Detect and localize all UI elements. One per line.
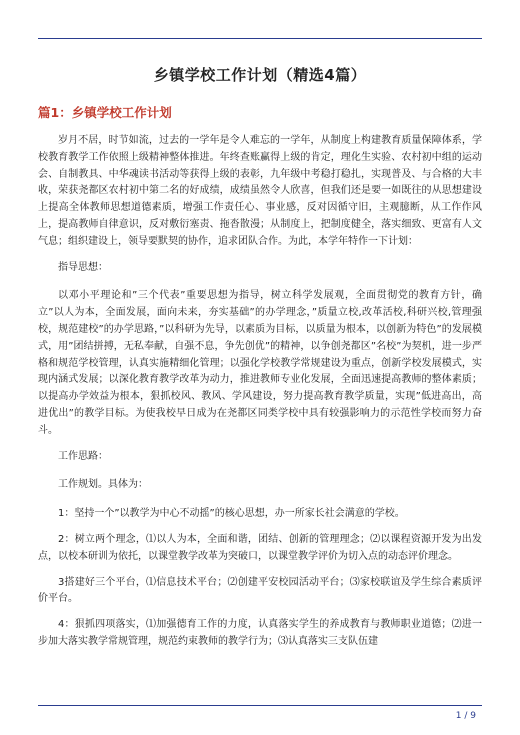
- guiding-ideology-paragraph: 以邓小平理论和”三个代表”重要思想为指导，树立科学发展观，全面贯彻党的教育方针，确立”以人为本，全面发展，面向未来，夯实基础”的办学理念，”质量立校,改革活校,科研兴校,管理强校，规范建校”的办学思路，”以科研为先导，以素质为目标，以质量为根本，以创新为特色”的发展模式，用”团结拼搏，无私奉献，自强不息，争先创优”的精神，以争创尧都区”名校”为契机，进一步严格和规范学校管理，认真实施精细化管理；以强化学校教学常规建设为重点，创新学校发展模式，实现内涵式发展；以深化教育教学改革为动力，推进教师专业化发展，全面迅速提高教师的整体素质；以提高办学效益为根本，狠抓校风、教风、学风建设，努力提高教育教学质量，实现”低进高出，高进优出”的教学目标。为使我校早日成为在尧都区同类学校中具有较强影响力的示范性学校而努力奋斗。: [38, 290, 482, 436]
- plan-item-2: 2：树立两个理念，⑴以人为本，全面和谐，团结、创新的管理理念；⑵以课程资源开发为出发点，以校本研训为依托，以课堂教学改革为突破口，以课堂教学评价为切入点的动态评价理念。: [38, 533, 482, 562]
- footer-rule: [38, 705, 482, 706]
- plan-item-3: 3搭建好三个平台，⑴信息技术平台；⑵创建平安校园活动平台；⑶家校联谊及学生综合素质评价平台。: [38, 576, 482, 605]
- guiding-ideology-label: 指导思想：: [58, 261, 108, 273]
- page-number: 1 / 9: [455, 711, 476, 721]
- work-approach-label: 工作思路：: [58, 450, 108, 462]
- plan-item-4: 4：狠抓四项落实，⑴加强德育工作的力度，认真落实学生的养成教育与教师职业道德；⑵进一步加大落实教学常规管理，规范约束教师的教学行为；⑶认真落实三支队伍建: [38, 619, 482, 647]
- document-body: [38, 48, 482, 700]
- section-heading: 篇1：乡镇学校工作计划: [38, 105, 172, 120]
- header-rule: [38, 38, 482, 39]
- intro-paragraph: 岁月不居，时节如流，过去的一学年是令人难忘的一学年，从制度上构建教育质量保障体系，学校教育教学工作依照上级精神整体推进。年终查账赢得上级的肯定，理化生实验、农村初中组的运动会、自制教具、中华魂读书活动等获得上级的表彰，九年级中考稳打稳扎，实现普及、与合格的大丰收，荣获尧都区农村初中第二名的好成绩，成绩虽然令人欣喜，但我们还是要一如既往的从思想建设上提高全体教师思想道德素质，增强工作责任心、事业感，反对因循守旧，主观臆断，从工作作风上，提高教师自律意识，反对敷衍塞责、拖沓散漫；从制度上，把制度健全，落实细致、更富有人文气息；组织建设上，领导要默契的协作，追求团队合作。为此，本学年特作一下计划：: [38, 135, 482, 247]
- work-plan-label: 工作规划。具体为：: [58, 479, 148, 491]
- plan-item-1: 1：坚持一个”以教学为中心不动摇”的核心思想，办一所家长社会满意的学校。: [58, 508, 405, 520]
- document-title: 乡镇学校工作计划（精选4篇）: [153, 66, 367, 84]
